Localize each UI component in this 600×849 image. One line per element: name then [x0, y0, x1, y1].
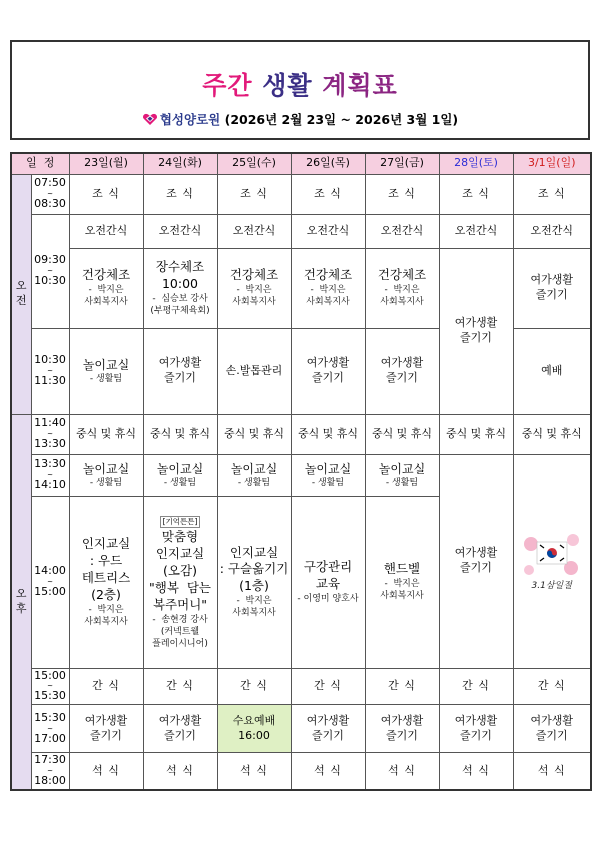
row-breakfast: [11, 174, 591, 214]
cell-exercise: 건강체조 - 박지은 사회복지사: [365, 248, 439, 328]
row-snack-pm: [11, 668, 591, 705]
cell-handbell: 핸드벨 - 박지은 사회복지사: [365, 496, 439, 668]
cell-lunch: 중식 및 휴식: [513, 414, 591, 454]
day-wed: 25일(수): [217, 153, 291, 174]
schedule-label: 일 정: [11, 153, 69, 174]
cell-leisure: 여가생활 즐기기: [143, 705, 217, 753]
cell-breakfast: 조 식: [291, 174, 365, 214]
cell-exercise: 건강체조 - 박지은 사회복지사: [69, 248, 143, 328]
cell-exercise: 건강체조 - 박지은 사회복지사: [217, 248, 291, 328]
day-mon: 23일(월): [69, 153, 143, 174]
row-late-afternoon: [11, 705, 591, 753]
cell-longevity: 장수체조 10:00 - 심승보 강사 (부평구체육회): [143, 248, 217, 328]
cell-snack-pm: 간 식: [143, 668, 217, 705]
time-slot: 14:00 ~ 15:00: [31, 496, 69, 668]
row-lunch: [11, 414, 591, 454]
header-row: [11, 153, 591, 174]
cell-lunch: 중식 및 휴식: [69, 414, 143, 454]
cell-samil-day: [513, 454, 591, 668]
cell-lunch: 중식 및 휴식: [365, 414, 439, 454]
heart-logo-icon: [142, 113, 158, 126]
subtitle: [12, 110, 588, 128]
day-tue: 24일(화): [143, 153, 217, 174]
cell-leisure-sat: 여가생활 즐기기: [439, 248, 513, 414]
cell-play: 놀이교실 - 생활팀: [365, 454, 439, 496]
cell-leisure: 여가생활 즐기기: [291, 328, 365, 414]
cell-breakfast: 조 식: [365, 174, 439, 214]
cell-leisure: 여가생활 즐기기: [365, 328, 439, 414]
cell-wed-worship: 수요예배 16:00: [217, 705, 291, 753]
day-sat: 28일(토): [439, 153, 513, 174]
cell-exercise: 건강체조 - 박지은 사회복지사: [291, 248, 365, 328]
cell-cognitive-wed: 인지교실 : 구슬옮기기 (1층) - 박지은 사회복지사: [217, 496, 291, 668]
cell-worship: 예배: [513, 328, 591, 414]
cell-play: 놀이교실 - 생활팀: [217, 454, 291, 496]
time-slot: 17:30 ~ 18:00: [31, 753, 69, 790]
cell-dinner: 석 식: [143, 753, 217, 790]
cell-breakfast: 조 식: [513, 174, 591, 214]
cell-leisure: 여가생활 즐기기: [291, 705, 365, 753]
time-slot: 07:50 ~ 08:30: [31, 174, 69, 214]
day-fri: 27일(금): [365, 153, 439, 174]
row-early-afternoon: [11, 454, 591, 496]
title-part-1: 주간: [202, 71, 253, 100]
cell-breakfast: 조 식: [217, 174, 291, 214]
cell-lunch: 중식 및 휴식: [143, 414, 217, 454]
cell-play: 놀이교실 - 생활팀: [143, 454, 217, 496]
samil-caption: 3.1삼일절: [531, 580, 572, 591]
cell-play: 놀이교실 - 생활팀: [291, 454, 365, 496]
cell-dinner: 석 식: [291, 753, 365, 790]
cell-snack-am: 오전간식: [291, 214, 365, 248]
cell-dinner: 석 식: [365, 753, 439, 790]
cell-lunch: 중식 및 휴식: [217, 414, 291, 454]
cell-snack-am: 오전간식: [69, 214, 143, 248]
cell-leisure: 여가생활 즐기기: [513, 705, 591, 753]
schedule-table: [10, 152, 592, 791]
cell-leisure-sun: 여가생활 즐기기: [513, 248, 591, 328]
time-slot: 15:30 ~ 17:00: [31, 705, 69, 753]
cell-leisure: 여가생활 즐기기: [69, 705, 143, 753]
cell-breakfast: 조 식: [439, 174, 513, 214]
cell-dinner: 석 식: [217, 753, 291, 790]
title-part-3: 계획표: [322, 71, 398, 100]
cell-dinner: 석 식: [513, 753, 591, 790]
cell-snack-pm: 간 식: [291, 668, 365, 705]
cell-leisure: 여가생활 즐기기: [143, 328, 217, 414]
day-sun: 3/1일(일): [513, 153, 591, 174]
page-title: [12, 66, 588, 102]
date-range: (2026년 2월 23일 ~ 2026년 3월 1일): [224, 112, 459, 127]
cell-breakfast: 조 식: [69, 174, 143, 214]
time-slot: 11:40 ~ 13:30: [31, 414, 69, 454]
time-slot: 09:30 ~ 10:30: [31, 214, 69, 328]
cell-play: 놀이교실 - 생활팀: [69, 454, 143, 496]
cell-snack-pm: 간 식: [217, 668, 291, 705]
flag-flower-illustration: [521, 530, 583, 580]
cell-cognitive-tue: [기억튼튼] 맞춤형 인지교실 (오감) "행복 담는 복주머니" - 송현경 강사 (커넥트웰 플레이시니어): [143, 496, 217, 668]
cell-oral-care: 구강관리 교육 - 이영미 양호사: [291, 496, 365, 668]
cell-dinner: 석 식: [439, 753, 513, 790]
cell-leisure: 여가생활 즐기기: [439, 705, 513, 753]
cell-dinner: 석 식: [69, 753, 143, 790]
cell-leisure: 여가생활 즐기기: [365, 705, 439, 753]
row-snack-am: [11, 214, 591, 248]
title-part-2: 생활: [262, 71, 313, 100]
cell-snack-am: 오전간식: [439, 214, 513, 248]
cell-leisure-sat: 여가생활 즐기기: [439, 454, 513, 668]
time-slot: 10:30 ~ 11:30: [31, 328, 69, 414]
cell-snack-am: 오전간식: [513, 214, 591, 248]
row-morning-program: [11, 248, 591, 328]
time-slot: 15:00 ~ 15:30: [31, 668, 69, 705]
org-name: 협성양로원: [159, 112, 221, 127]
period-am: 오 전: [11, 174, 31, 414]
cell-snack-pm: 간 식: [365, 668, 439, 705]
cell-hands-feet: 손.발톱관리: [217, 328, 291, 414]
cell-snack-pm: 간 식: [513, 668, 591, 705]
cell-snack-pm: 간 식: [439, 668, 513, 705]
day-thu: 26일(목): [291, 153, 365, 174]
cell-lunch: 중식 및 휴식: [439, 414, 513, 454]
period-pm: 오 후: [11, 414, 31, 790]
cell-snack-am: 오전간식: [365, 214, 439, 248]
cell-snack-am: 오전간식: [143, 214, 217, 248]
time-slot: 13:30 ~ 14:10: [31, 454, 69, 496]
header-box: [10, 40, 590, 140]
cell-snack-am: 오전간식: [217, 214, 291, 248]
row-dinner: [11, 753, 591, 790]
cell-cognitive-mon: 인지교실 : 우드 테트리스 (2층) - 박지은 사회복지사: [69, 496, 143, 668]
cell-play: 놀이교실 - 생활팀: [69, 328, 143, 414]
cell-snack-pm: 간 식: [69, 668, 143, 705]
cell-lunch: 중식 및 휴식: [291, 414, 365, 454]
cell-breakfast: 조 식: [143, 174, 217, 214]
